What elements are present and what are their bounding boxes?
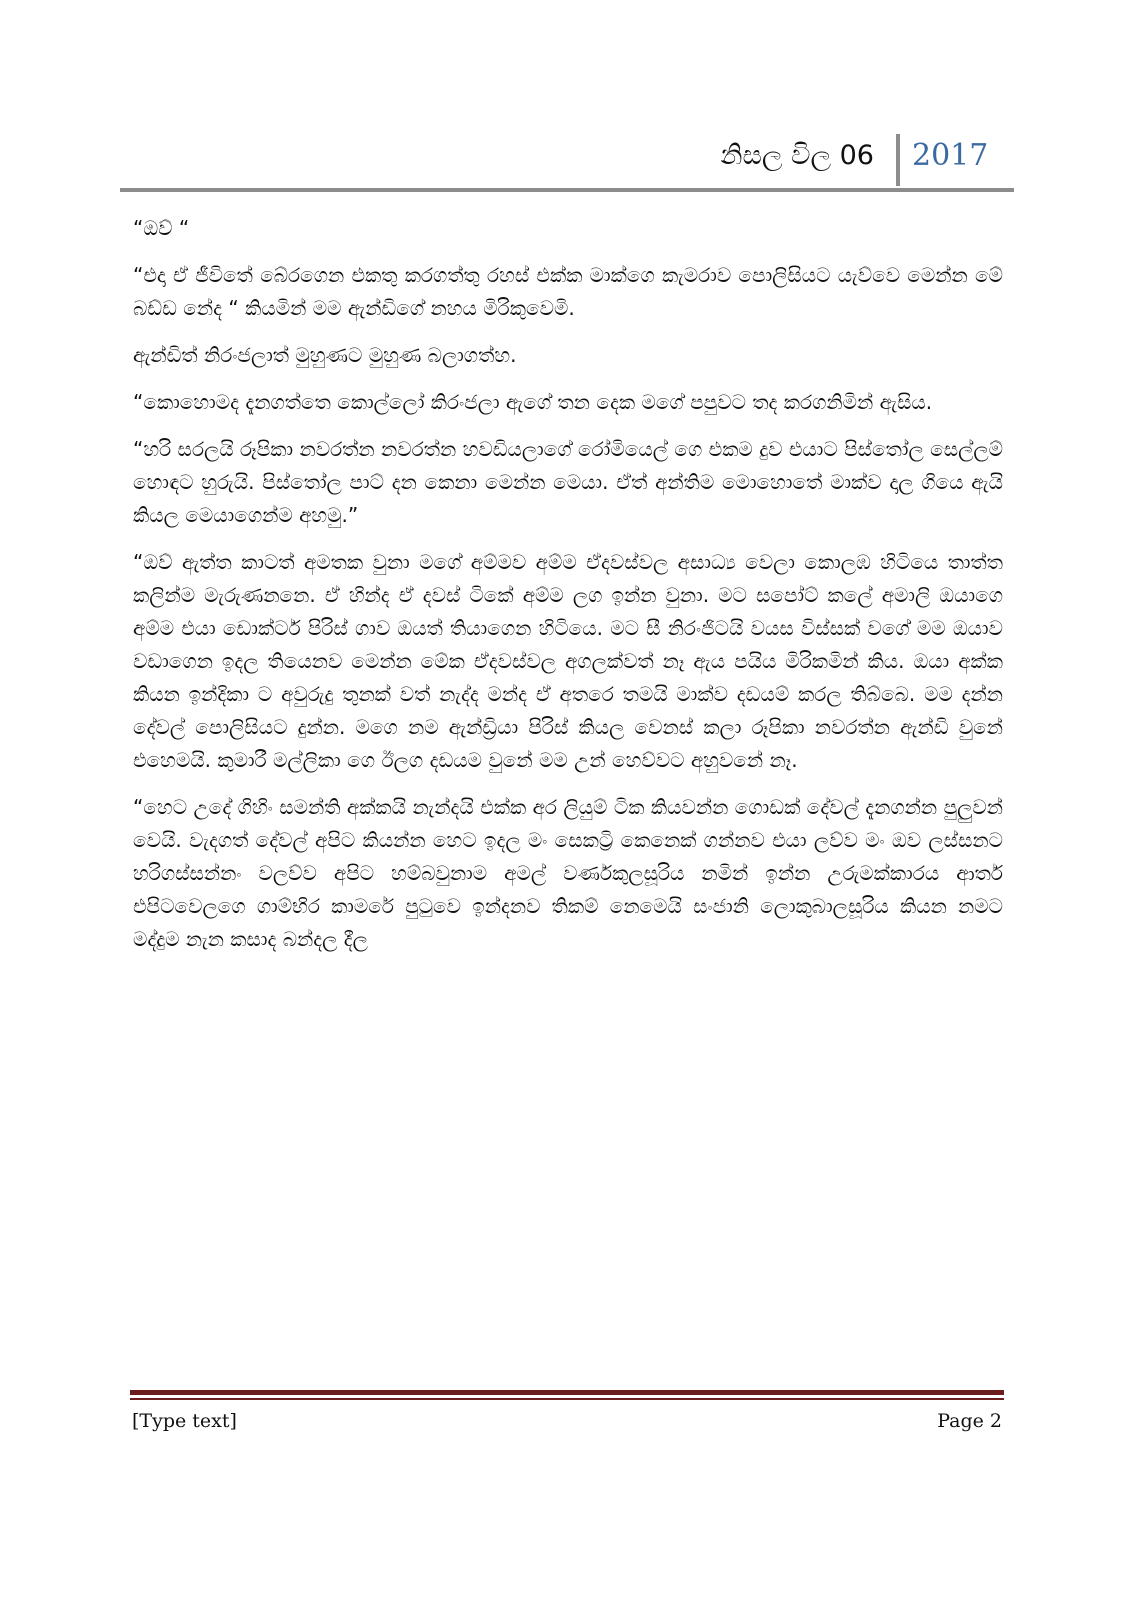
header-title: නිසල විල 06	[720, 140, 874, 171]
header-separator	[896, 134, 900, 186]
header-year: 2017	[912, 138, 989, 173]
footer-rule-thin	[130, 1398, 1004, 1400]
page-number: Page 2	[937, 1410, 1002, 1432]
header-rule	[120, 188, 1014, 192]
paragraph: ඇන්ඩිත් නිරංජලාත් මුහුණට මුහුණ බලාගත්හ.	[133, 343, 517, 367]
paragraph: “හෙට උදේ ගිහිං සමන්ති අක්කයි නැන්දයි එක්ක අර ලියුම් ටික කියවන්න ගොඩක් දේවල් දැනගන්න පුලුවන් වෙයි. වැදගත් දේවල් අපිට කියන්න හෙට ඉදල මං සෙකට්‍රි කෙනෙක් ගන්නව එයා ලව්ව මං ඔව ලස්සනට හරිගස්සන්නං වලව්ව අපිට හම්බවුනාම අමල් වර්ණකුලසූරිය නමින් ඉන්න උරුමක්කාරය ආතර් එපිටවෙලගෙ ගාම්භිර කාමරේ පුටුවෙ ඉන්දනව තිකම් නෙමෙයි සංජානි ලොකුබාලසූරිය කියන නමට මද්දුම නැන කසාද බන්දල දීල	[133, 795, 1003, 951]
paragraph: “ඔව් “	[133, 216, 190, 240]
page-header	[120, 128, 1014, 190]
footer-left-text: [Type text]	[132, 1410, 237, 1432]
paragraph: “එදා ඒ ජීවිතේ බේරගෙන එකතු කරගත්තු රහස් එක්ක මාක්ගෙ කැමරාව පොලිසියට යැව්වෙ මෙන්න මේ බඩ්ඩ නේද “ කියමින් මම ඇන්ඩිගේ නහය මිරිකුවෙමි.	[133, 263, 1003, 320]
paragraph: “ඔව් ඇත්ත කාටත් අමතක වුනා මගේ අම්මව අම්ම ඒදවස්වල අසාධ්‍ය වෙලා කොලඹ හිටියෙ තාත්ත කලින්ම මැරුණනනෙ. ඒ හින්ද ඒ දවස් ටිකේ අම්ම ලග ඉන්න වුනා. මට සපෝට් කලේ අමාලි ඔයාගෙ අම්ම එයා ඩොක්ටර් පිරිස් ගාව ඔයත් තියාගෙන හිටියෙ. මට සී නිරංජිටයි වයස විස්සක් වගේ මම ඔයාව වඩාගෙන ඉදල තියෙනව මෙන්න මේක ඒදවස්වල අගලක්වත් නෑ ඇය පයිය මිරිකමින් කිය. ඔයා අක්ක කියන ඉන්දිකා ට අවුරුදු තුනක් වත් නැද්ද මන්ද ඒ අතරෙ තමයි මාක්ව දඩයම් කරල තිබ්බෙ. මම දන්න දේවල් පොලිසියට දුන්න. මගෙ නම ඇන්ඩ්‍රියා පිරිස් කියල වෙනස් කලා රූපිකා නවරත්න ඇන්ඩි වුනේ එහෙමයි. කුමාරී මල්ලිකා ගෙ ඊලග දඩයම වුනේ මම උන් හෙව්වට අහුවනේ නෑ.	[133, 550, 1003, 772]
paragraph: “කොහොමද දැනගත්තෙ කොල්ලෝ කිරංජලා ඇගේ තන දෙක මගේ පපුවට තද කරගනිමින් ඇසිය.	[133, 390, 933, 414]
paragraph: “හරි සරලයි රූපිකා නවරත්න නවරත්න හවඩියලාගේ රෝමියෙල් ගෙ එකම දුව එයාට පිස්තෝල සෙල්ලම් හොඳට හුරුයි. පිස්තෝල පාට් දන කෙනා මෙන්න මෙයා. ඒත් අන්තිම මොහොතේ මාක්ව දාල ගියෙ ඇයි කියල මෙයාගෙන්ම අහමු.”	[133, 437, 1003, 527]
footer-rule	[130, 1390, 1004, 1395]
document-body	[133, 212, 1003, 1362]
